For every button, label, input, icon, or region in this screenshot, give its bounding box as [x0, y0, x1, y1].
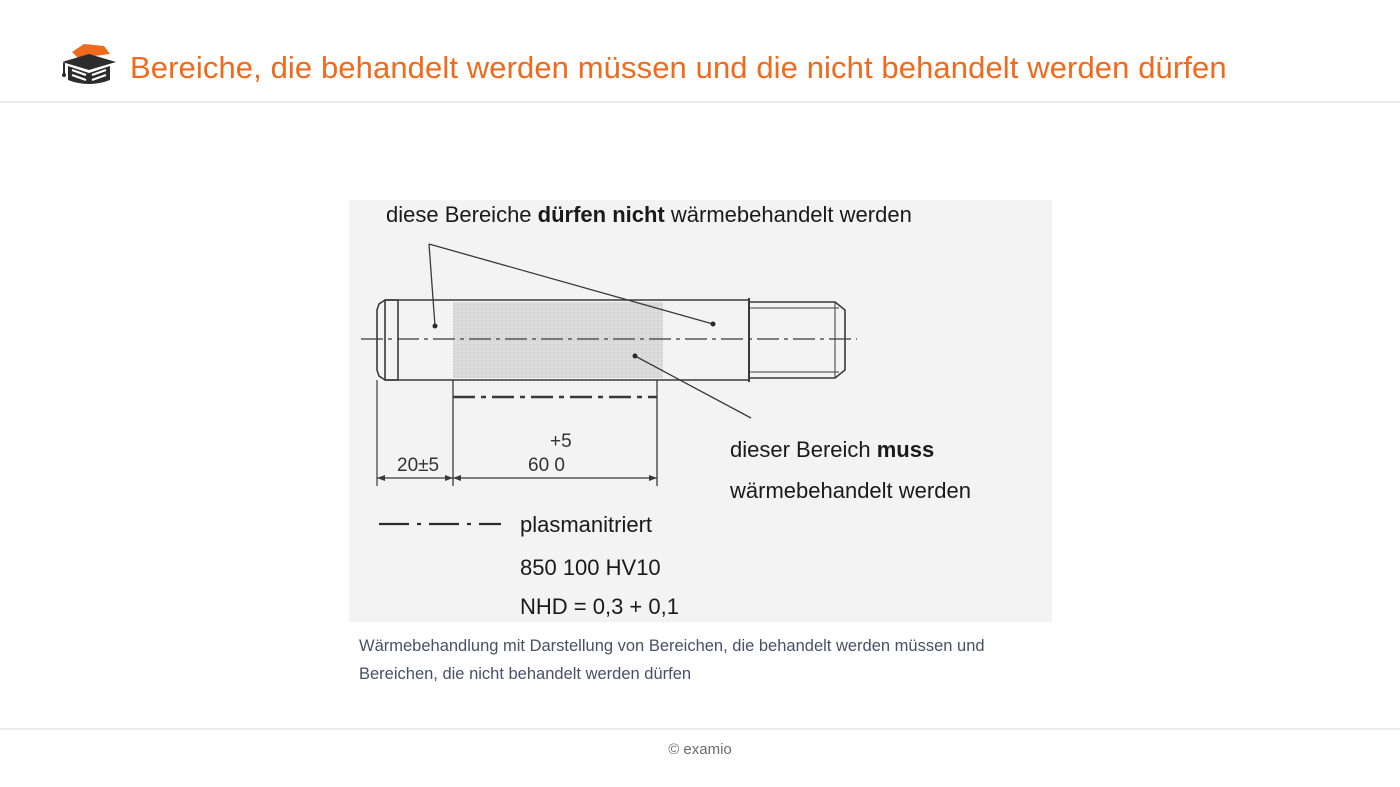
- header: [0, 0, 1400, 103]
- footer: [0, 728, 1400, 787]
- figure-caption: Wärmebehandlung mit Darstellung von Bereichen, die behandelt werden müssen und Bereichen, die nicht behandelt werden dürfen: [359, 637, 985, 683]
- label-not-allowed: diese Bereiche dürfen nicht wärmebehandelt werden: [386, 202, 912, 227]
- graduation-cap-book-icon[interactable]: [58, 40, 120, 94]
- copyright: © examio: [668, 741, 732, 758]
- legend-spec: 850 100 HV10: [520, 555, 661, 580]
- label-must-line1: dieser Bereich muss: [730, 437, 935, 462]
- dimension-main: 60 0: [528, 455, 565, 476]
- dimension-tolerance: +5: [550, 431, 572, 452]
- label-must-line2: wärmebehandelt werden: [730, 478, 971, 503]
- heat-treatment-figure: [349, 200, 1052, 622]
- dimension-left: 20±5: [397, 455, 440, 476]
- shaft-drawing: [361, 298, 857, 382]
- legend-nhd: NHD = 0,3 + 0,1: [520, 594, 679, 619]
- legend-label: plasmanitriert: [520, 512, 653, 537]
- page-title: Bereiche, die behandelt werden müssen und die nicht behandelt werden dürfen: [130, 50, 1227, 85]
